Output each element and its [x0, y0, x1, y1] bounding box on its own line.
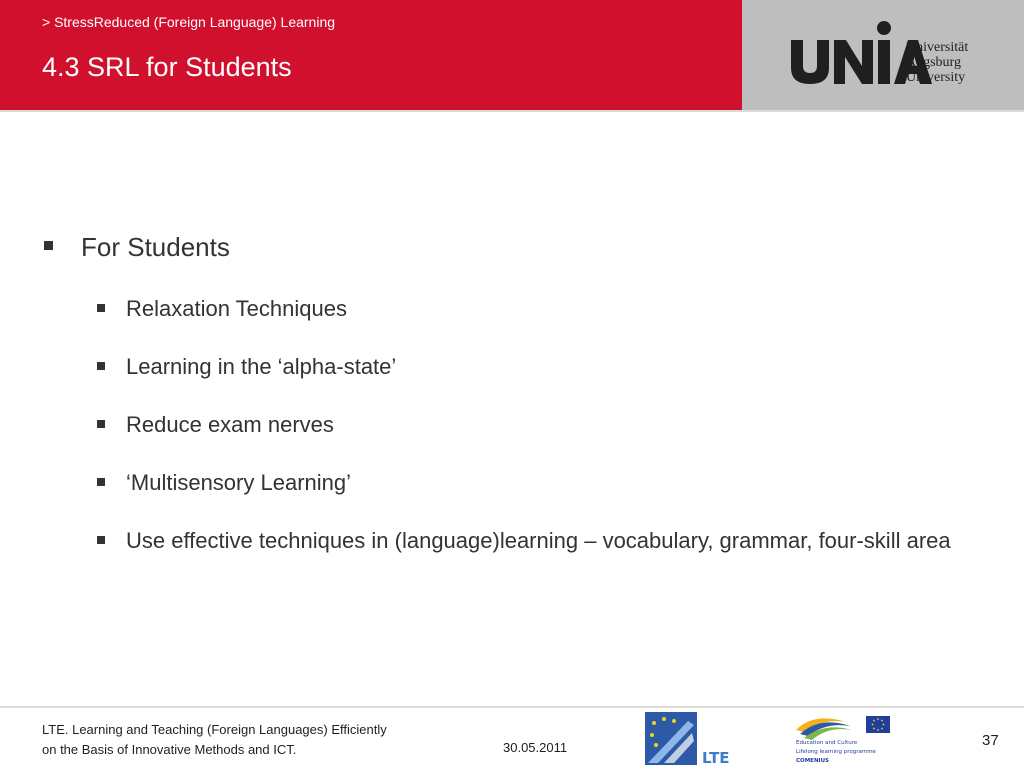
footer-line-2: on the Basis of Innovative Methods and ICT.: [42, 742, 297, 757]
footer-date: 30.05.2011: [503, 740, 568, 755]
logo-line-2: Augsburg: [906, 55, 961, 70]
lte-logo-text: LTE: [702, 749, 730, 766]
list-item: [97, 284, 957, 334]
lte-logo: [644, 711, 740, 766]
list-item-text: Relaxation Techniques: [126, 296, 347, 321]
square-bullet-icon: [97, 304, 105, 312]
logo-line-3: University: [906, 70, 966, 85]
list-item-text: Use effective techniques in (language)learning – vocabulary, grammar, four-skill area: [126, 528, 951, 553]
bullet-level1: [44, 232, 230, 263]
eu-comenius-logo: [794, 710, 894, 766]
list-item-text: ‘Multisensory Learning’: [126, 470, 351, 495]
bullet-text: For Students: [81, 232, 230, 262]
header-divider: [0, 110, 1024, 112]
footer-divider: [0, 706, 1024, 708]
list-item-text: Learning in the ‘alpha-state’: [126, 354, 397, 379]
square-bullet-icon: [44, 241, 53, 250]
logo-line-1: Universität: [906, 40, 969, 55]
footer-line-1: LTE. Learning and Teaching (Foreign Languages) Efficiently: [42, 722, 387, 737]
slide-title: 4.3 SRL for Students: [42, 52, 292, 82]
square-bullet-icon: [97, 420, 105, 428]
list-item: [97, 458, 957, 508]
eu-logo-line-3: COMENIUS: [796, 758, 830, 764]
breadcrumb: > StressReduced (Foreign Language) Learning: [42, 14, 336, 30]
footer-project-title: [42, 720, 387, 760]
page-number: 37: [982, 732, 999, 749]
square-bullet-icon: [97, 478, 105, 486]
list-item: [97, 342, 957, 392]
list-item: [97, 400, 957, 450]
square-bullet-icon: [97, 536, 105, 544]
square-bullet-icon: [97, 362, 105, 370]
eu-logo-line-1: Education and Culture: [796, 740, 858, 746]
list-item-text: Reduce exam nerves: [126, 412, 334, 437]
eu-logo-line-2: Lifelong learning programme: [796, 749, 876, 755]
list-item: [97, 516, 957, 566]
university-name: [906, 40, 968, 85]
